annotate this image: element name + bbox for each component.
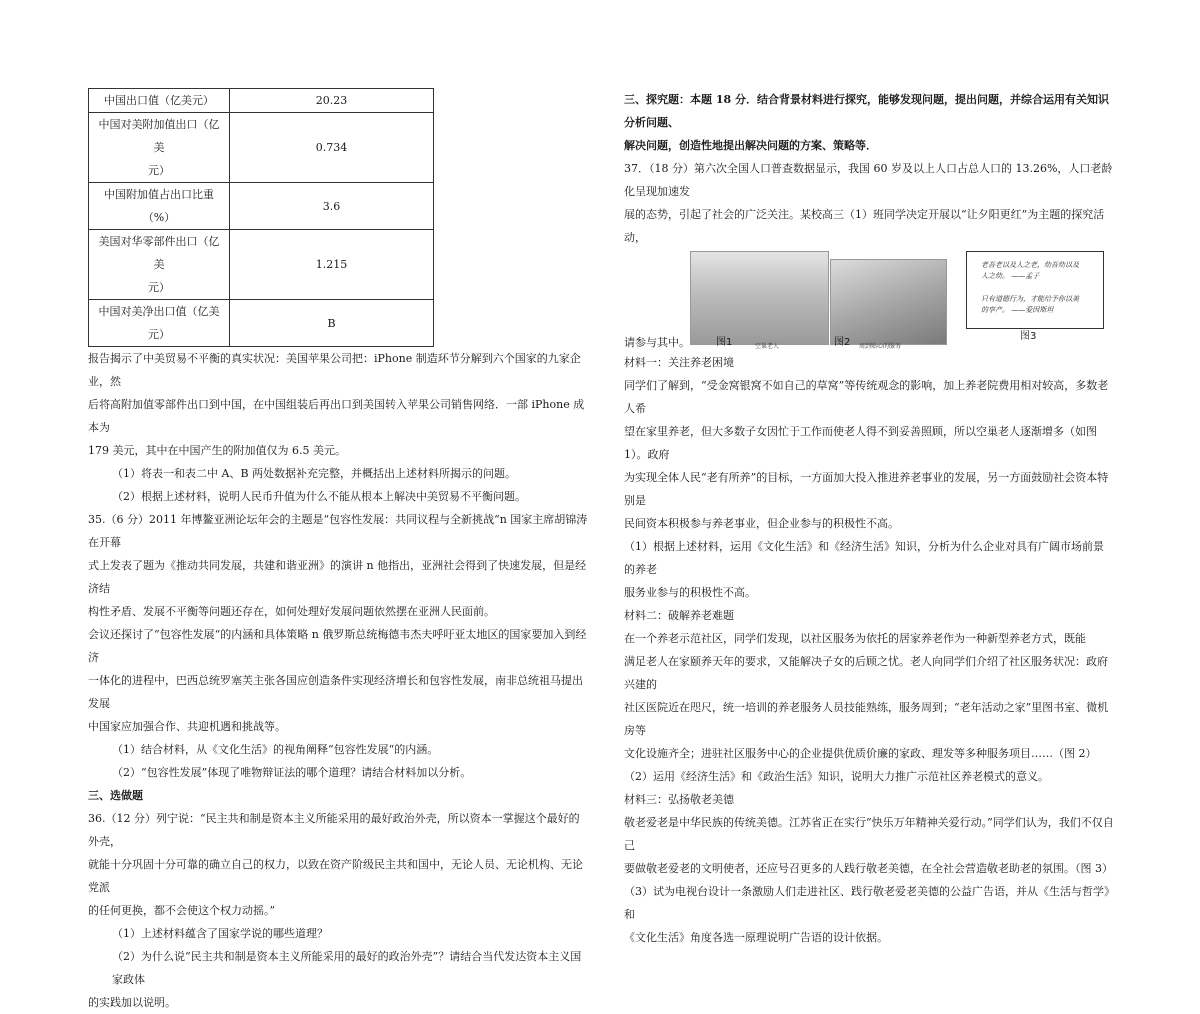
table-cell-label (89, 89, 230, 113)
question-37-3: （3）试为电视台设计一条激励人们走进社区、践行敬老爱老美德的公益广告语，并从《生活与哲学》和 《文化生活》角度各选一原理说明广告语的设计依据。 (624, 885, 1110, 944)
table-row (89, 89, 434, 113)
figure-3-label: 图3 (1020, 331, 1037, 342)
question-36-2: （2）为什么说“民主共和制是资本主义所能采用的最好的政治外壳”？请结合当代发达资本主义国家政体 的实践加以说明。 (88, 950, 582, 1009)
figure-1-image (690, 251, 829, 350)
table-cell-label (89, 183, 230, 230)
table-row (89, 300, 434, 347)
table-row (89, 230, 434, 300)
section-heading: 三、选做题 (88, 789, 143, 802)
question-37: 37．（18 分）第六次全国人口普查数据显示，我国 60 岁及以上人口占总人口的 13.26%，人口老龄化呈现加速发 展的态势，引起了社会的广泛关注。某校高三（1）班同学决定开展以“让夕阳更红”为主题的探究活动， (624, 162, 1113, 244)
material-2-title: 材料二：破解养老难题 (624, 609, 734, 622)
question-37-1: （1）根据上述材料，运用《文化生活》和《经济生活》知识，分析为什么企业对具有广阔市场前景的养老 服务业参与的积极性不高。 (624, 540, 1104, 599)
question-35-1: （1）结合材料，从《文化生活》的视角阐释“包容性发展“的内涵。 (112, 743, 439, 756)
material-3-text: 敬老爱老是中华民族的传统美德。江苏省正在实行“快乐万年精神关爱行动。”同学们认为，我们不仅自己 要做敬老爱老的文明使者，还应号召更多的人践行敬老美德，在全社会营造敬老助老的氛围。（图 3） (624, 816, 1114, 875)
label-text: 元） (148, 281, 170, 294)
figure-2-image (830, 259, 947, 350)
table-cell-value: 1.215 (230, 230, 434, 300)
paragraph: 报告揭示了中美贸易不平衡的真实状况：美国苹果公司把：iPhone 制造环节分解到六个国家的九家企业，然 后将高附加值零部件出口到中国，在中国组装后再出口到美国转入苹果公司销售网络．一部 iPhone 成本为 179 美元，其中在中国产生的附加值仅为 6.5 美元。 (88, 352, 585, 457)
label-text: 中国出口值（亿美元） (104, 94, 214, 107)
section-heading: 三、探究题：本题 18 分．结合背景材料进行探究，能够发现问题，提出问题，并综合运用有关知识分析问题、 解决问题，创造性地提出解决问题的方案、策略等． (624, 93, 1109, 152)
figures-row (624, 251, 1114, 351)
figure-2-caption-ink: 周到贴心的服务 (859, 343, 902, 350)
table-cell-value: 3.6 (230, 183, 434, 230)
table-cell-value: 0.734 (230, 113, 434, 183)
table-cell-label (89, 230, 230, 300)
question-34-1: （1）将表一和表二中 A、B 两处数据补充完整，并概括出上述材料所揭示的问题。 (112, 467, 517, 480)
figure-1-label: 图1 (716, 337, 733, 348)
left-column (88, 88, 590, 1014)
right-column (624, 88, 1114, 949)
data-table (88, 88, 434, 347)
material-1-text: 同学们了解到，“受金窝银窝不如自己的草窝”等传统观念的影响，加上养老院费用相对较高，多数老人希 望在家里养老，但大多数子女因忙于工作而使老人得不到妥善照顾，所以空巢老人逐渐增多（如图 1）。政府 为实现全体人民“老有所养”的目标，一方面加大投入推进养老事业的发展，另一方面鼓励社会资本特别是 民间资本积极参与养老事业，但企业参与的积极性不高。 (624, 379, 1109, 530)
label-text: 中国对美净出口值（亿美元） (98, 305, 220, 341)
question-36-1: （1）上述材料蕴含了国家学说的哪些道理？ (112, 927, 328, 940)
table-cell-value: B (230, 300, 434, 347)
question-34-2: （2）根据上述材料，说明人民币升值为什么不能从根本上解决中美贸易不平衡问题。 (112, 490, 526, 503)
table-cell-value: 20.23 (230, 89, 434, 113)
material-1-title: 材料一：关注养老困境 (624, 356, 734, 369)
figure-3-quotes (966, 251, 1104, 329)
question-37-2: （2）运用《经济生活》和《政治生活》知识，说明大力推广示范社区养老模式的意义。 (624, 770, 1049, 783)
question-35: 35.（6 分）2011 年博鳌亚洲论坛年会的主题是“包容性发展：共同议程与全新挑战“n 国家主席胡锦涛在开幕 式上发表了题为《推动共同发展，共建和谐亚洲》的演讲 n 他指出，亚洲社会得到了快速发展，但是经济结 构性矛盾、发展不平衡等问题还存在，如何处理好发展问题依然摆在亚洲人民面前。 (88, 513, 588, 618)
quote-mencius: 老吾老以及人之老，幼吾幼以及 人之幼。 ——孟子 (981, 261, 1079, 280)
paragraph: 会议还探讨了“包容性发展“的内涵和具体策略 n 俄罗斯总统梅德韦杰夫呼吁亚太地区的国家要加入到经济 一体化的进程中，巴西总统罗塞芙主张各国应创造条件实现经济增长和包容性发展，南非总统祖马提出发展 中国家应加强合作、共迎机遇和挑战等。 (88, 628, 587, 733)
quote-einstein: 只有道德行为，才能给予你以美 的享产。 ——爱因斯坦 (981, 295, 1079, 314)
figure-1-caption-ink: 空巢老人 (755, 343, 780, 350)
invite-text: 请参与其中。 (624, 336, 690, 349)
figure-2-label: 图2 (834, 337, 851, 348)
question-36: 36.（12 分）列宁说：“民主共和制是资本主义所能采用的最好政治外壳，所以资本一掌握这个最好的外壳， 就能十分巩固十分可靠的确立自己的权力，以致在资产阶级民主共和国中，无论人员、无论机构、无论党派 的任何更换，都不会使这个权力动摇。” (88, 812, 583, 917)
table-row (89, 183, 434, 230)
question-35-2: （2）“包容性发展”体现了唯物辩证法的哪个道理？请结合材料加以分析。 (112, 766, 472, 779)
table-cell-label (89, 300, 230, 347)
label-text: 中国对美附加值出口（亿美 (98, 118, 220, 154)
table-row (89, 113, 434, 183)
material-3-title: 材料三：弘扬敬老美德 (624, 793, 734, 806)
label-text: 中国附加值占出口比重（%） (104, 188, 214, 224)
label-text: 美国对华零部件出口（亿美 (98, 235, 220, 271)
table-cell-label (89, 113, 230, 183)
label-text: 元） (148, 164, 170, 177)
material-2-text: 在一个养老示范社区，同学们发现，以社区服务为依托的居家养老作为一种新型养老方式，既能 满足老人在家颐养天年的要求，又能解决子女的后顾之忧。老人向同学们介绍了社区服务状况：政府兴建的 社区医院近在咫尺，统一培训的养老服务人员技能熟练，服务周到；“老年活动之家”里图书室、微机房等 文化设施齐全；进驻社区服务中心的企业提供优质价廉的家政、理发等多种服务项目……（图 2） (624, 632, 1109, 760)
